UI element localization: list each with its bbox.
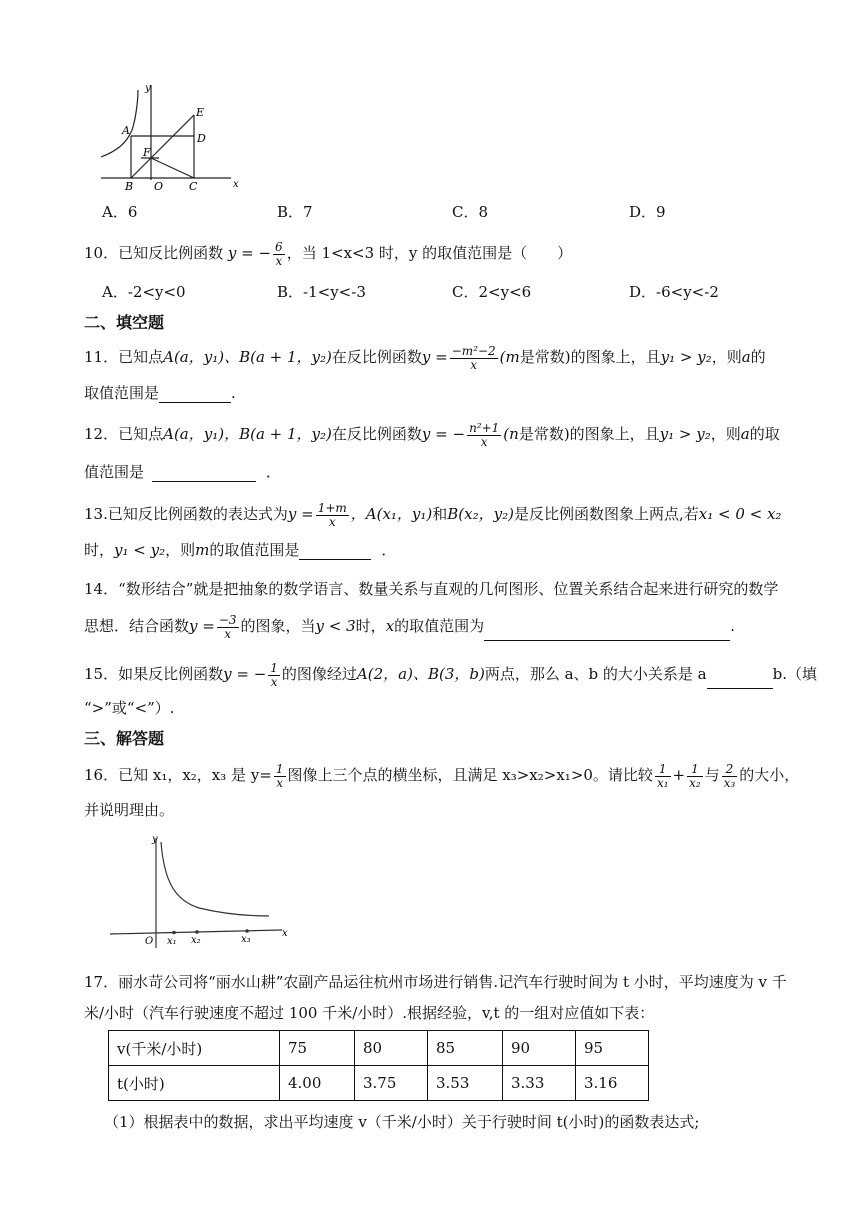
q13-line2c: 的取值范围是 bbox=[209, 541, 300, 559]
q16-expr3-num: 2 bbox=[722, 763, 738, 777]
q17-line1 bbox=[84, 972, 787, 992]
q16-point-x2 bbox=[195, 930, 199, 934]
q16-func-num: 1 bbox=[275, 761, 284, 776]
q11-p6: 的 bbox=[750, 348, 766, 366]
q12-number: 12． bbox=[84, 425, 119, 443]
q15-line1 bbox=[84, 660, 817, 689]
q9-label-x: x bbox=[233, 179, 239, 190]
q14-l2b: 的图象，当 bbox=[240, 617, 316, 635]
q13-func: y = bbox=[287, 505, 314, 523]
q14-number: 14． bbox=[84, 580, 119, 598]
q12-end: ． bbox=[266, 463, 282, 481]
q12-var: a bbox=[740, 425, 750, 443]
q12-p2: 在反比例函数 bbox=[331, 425, 422, 443]
section-answer-title: 三、解答题 bbox=[84, 729, 165, 748]
q15-func: y = − bbox=[223, 665, 267, 683]
q15-p2: 的图像经过 bbox=[281, 665, 357, 683]
q11-points: A(a，y₁)、B(a + 1，y₂) bbox=[163, 348, 332, 366]
q9-label-C: C bbox=[189, 180, 198, 193]
q16-label-x2: x₂ bbox=[191, 935, 201, 946]
q11-line1 bbox=[84, 343, 766, 372]
q16-expr3-den: x₃ bbox=[723, 775, 736, 790]
table-row bbox=[109, 1066, 649, 1101]
q9-label-y: y bbox=[145, 83, 151, 94]
q9-line-BE bbox=[131, 115, 194, 178]
q9-figure bbox=[96, 80, 246, 195]
q14-var: x bbox=[385, 617, 395, 635]
q10-stem bbox=[84, 240, 572, 268]
q9-label-A: A bbox=[122, 124, 130, 137]
q13-p2: 和 bbox=[432, 505, 448, 523]
q9-option-d: D．9 bbox=[629, 203, 666, 221]
q17-number: 17． bbox=[84, 973, 119, 991]
q9-curve bbox=[101, 90, 138, 157]
q11-p1: 已知点 bbox=[118, 348, 164, 366]
q17-line2: 米/小时（汽车行驶速度不超过 100 千米/小时）.根据经验，v,t 的一组对应值如下表： bbox=[84, 1004, 655, 1022]
q13-var: m bbox=[195, 541, 210, 559]
q16-point-x1 bbox=[172, 931, 176, 935]
q12-points: A(a，y₁)，B(a + 1，y₂) bbox=[163, 425, 332, 443]
q16-number: 16． bbox=[84, 766, 119, 784]
q13-line2a: 时， bbox=[84, 541, 115, 559]
table-cell: 3.53 bbox=[428, 1066, 503, 1101]
q9-label-B: B bbox=[125, 180, 134, 193]
q16-curve bbox=[161, 842, 269, 916]
q12-line2 bbox=[84, 462, 281, 482]
q13-line2b: ，则 bbox=[165, 541, 196, 559]
q14-l2c: 时， bbox=[355, 617, 386, 635]
section-fill-in-title: 二、填空题 bbox=[84, 313, 165, 332]
q12-fraction bbox=[467, 422, 501, 449]
q16-expr2-den: x₂ bbox=[689, 775, 701, 790]
q16-label-x1: x₁ bbox=[167, 936, 177, 947]
q9-label-E: E bbox=[196, 106, 205, 119]
q15-points: A(2，a)、B(3，b) bbox=[356, 665, 485, 683]
q13-p1: 已知反比例函数的表达式为 bbox=[107, 505, 288, 523]
q14-line1 bbox=[84, 579, 778, 599]
q16-p3: 与 bbox=[704, 766, 720, 784]
q14-fraction bbox=[217, 614, 239, 641]
q11-func: y = bbox=[421, 348, 448, 366]
q16-plus: + bbox=[672, 766, 686, 784]
q11-frac-den: x bbox=[470, 357, 478, 372]
q10-frac-den: x bbox=[275, 253, 283, 268]
q16-func-den: x bbox=[276, 775, 284, 790]
q14-cond: y < 3 bbox=[315, 617, 356, 635]
q14-l2a: 思想．结合函数 bbox=[84, 617, 190, 635]
q17-sub1: （1）根据表中的数据，求出平均速度 v（千米/小时）关于行驶时间 t(小时)的函数表达式; bbox=[104, 1113, 700, 1131]
q16-expr3 bbox=[722, 763, 738, 790]
q11-number: 11． bbox=[84, 348, 119, 366]
q16-line2: 并说明理由。 bbox=[84, 801, 175, 819]
q13-fraction bbox=[316, 502, 349, 529]
q9-label-O: O bbox=[154, 180, 164, 193]
q12-p3: (n bbox=[503, 425, 519, 443]
q11-end: . bbox=[231, 384, 236, 402]
q10-option-d: D．-6<y<-2 bbox=[629, 283, 719, 301]
q17-table bbox=[108, 1030, 649, 1101]
q16-expr1-num: 1 bbox=[655, 763, 671, 777]
q16-label-x3: x₃ bbox=[241, 934, 251, 945]
q13-line1 bbox=[84, 500, 781, 529]
q15-number: 15． bbox=[84, 665, 119, 683]
table-row bbox=[109, 1031, 649, 1066]
q15-answer-blank[interactable] bbox=[707, 672, 773, 689]
q11-p5: ，则 bbox=[711, 348, 742, 366]
q14-end: . bbox=[730, 617, 735, 635]
table-cell: 80 bbox=[355, 1031, 428, 1066]
q15-fraction bbox=[268, 662, 280, 689]
q12-p4: 是常数)的图象上，且 bbox=[518, 425, 660, 443]
q11-p2: 在反比例函数 bbox=[331, 348, 422, 366]
q9-label-D: D bbox=[197, 132, 206, 145]
q9-line-FC bbox=[151, 158, 194, 178]
q16-line1 bbox=[84, 760, 799, 790]
q16-label-y: y bbox=[152, 834, 158, 845]
q10-func: y = − bbox=[227, 244, 272, 262]
q10-option-a: A．-2<y<0 bbox=[102, 283, 186, 301]
q10-text2: ，当 1<x<3 时，y 的取值范围是（ ） bbox=[286, 244, 573, 262]
q16-p2: 图像上三个点的横坐标，且满足 x₃>x₂>x₁>0。请比较 bbox=[287, 766, 653, 784]
table-cell: 3.33 bbox=[503, 1066, 576, 1101]
q16-figure bbox=[104, 830, 294, 952]
q9-label-F: F bbox=[143, 146, 151, 159]
q10-frac-num: 6 bbox=[275, 239, 283, 254]
q13-p3: 是反比例函数图象上两点,若 bbox=[513, 505, 699, 523]
table-cell: 95 bbox=[576, 1031, 649, 1066]
table-cell: 75 bbox=[280, 1031, 355, 1066]
table-cell: v(千米/小时) bbox=[109, 1031, 280, 1066]
q16-expr2-num: 1 bbox=[687, 763, 703, 777]
q11-frac-num: −m²−2 bbox=[451, 343, 496, 358]
q14-answer-blank[interactable] bbox=[484, 624, 730, 641]
q16-label-O: O bbox=[145, 936, 154, 947]
q11-p3: (m bbox=[499, 348, 520, 366]
q10-option-b: B．-1<y<-3 bbox=[277, 283, 366, 301]
q12-frac-num: n²+1 bbox=[469, 420, 500, 435]
q16-p1: 已知 x₁，x₂，x₃ 是 y= bbox=[118, 766, 272, 784]
q12-answer-blank[interactable] bbox=[152, 465, 256, 482]
q12-line1 bbox=[84, 420, 780, 449]
table-cell: 3.75 bbox=[355, 1066, 428, 1101]
q13-cond: x₁ < 0 < x₂ bbox=[698, 505, 782, 523]
q11-line2 bbox=[84, 383, 236, 403]
table-cell: 3.16 bbox=[576, 1066, 649, 1101]
q14-func: y = bbox=[189, 617, 215, 635]
q15-p4: b.（填 bbox=[772, 665, 817, 683]
q16-expr1-den: x₁ bbox=[656, 775, 669, 790]
q14-line2 bbox=[84, 612, 735, 641]
q16-point-x3 bbox=[245, 929, 249, 933]
q13-frac-num: 1+m bbox=[317, 500, 347, 515]
table-cell: t(小时) bbox=[109, 1066, 280, 1101]
q14-line1-text: “数形结合”就是把抽象的数学语言、数量关系与直观的几何图形、位置关系结合起来进行研究的数学 bbox=[118, 580, 779, 598]
q14-frac-num: −3 bbox=[218, 612, 237, 627]
q14-l2d: 的取值范围为 bbox=[394, 617, 485, 635]
q13-answer-blank[interactable] bbox=[299, 543, 371, 560]
table-cell: 4.00 bbox=[280, 1066, 355, 1101]
q11-fraction bbox=[450, 345, 498, 372]
q13-point-b: B(x₂，y₂) bbox=[447, 505, 514, 523]
q13-line2 bbox=[84, 540, 396, 560]
q16-expr1 bbox=[655, 763, 671, 790]
q10-option-c: C．2<y<6 bbox=[452, 283, 532, 301]
q13-number: 13. bbox=[84, 505, 108, 523]
q9-option-a: A．6 bbox=[102, 203, 138, 221]
q11-var: a bbox=[741, 348, 751, 366]
q12-p6: 的取 bbox=[749, 425, 780, 443]
q12-p5: ，则 bbox=[710, 425, 741, 443]
q11-answer-blank[interactable] bbox=[159, 386, 231, 403]
q15-frac-den: x bbox=[270, 674, 278, 689]
q9-option-b: B．7 bbox=[277, 203, 313, 221]
q10-text1: 已知反比例函数 bbox=[118, 244, 224, 262]
q15-p1: 如果反比例函数 bbox=[118, 665, 224, 683]
q16-expr2 bbox=[687, 763, 703, 790]
q10-fraction bbox=[273, 241, 285, 268]
q16-label-x: x bbox=[282, 928, 288, 939]
q9-option-c: C．8 bbox=[452, 203, 489, 221]
q11-cond: y₁ > y₂ bbox=[660, 348, 712, 366]
table-cell: 90 bbox=[503, 1031, 576, 1066]
q12-frac-den: x bbox=[480, 434, 488, 449]
q17-line1-text: 丽水苛公司将“丽水山耕”农副产品运往杭州市场进行销售.记汽车行驶时间为 t 小时，平均速度为 v 千 bbox=[118, 973, 787, 991]
q11-line2-text: 取值范围是 bbox=[84, 384, 160, 402]
q12-cond: y₁ > y₂ bbox=[659, 425, 711, 443]
q13-point-a: ，A(x₁，y₁) bbox=[350, 505, 433, 523]
q13-cond2: y₁ < y₂ bbox=[114, 541, 166, 559]
q16-func-fraction bbox=[274, 763, 286, 790]
q16-p4: 的大小， bbox=[739, 766, 800, 784]
q15-frac-num: 1 bbox=[270, 660, 278, 675]
q13-frac-den: x bbox=[328, 514, 336, 529]
q14-frac-den: x bbox=[224, 626, 232, 641]
q15-p3: 两点，那么 a、b 的大小关系是 a bbox=[484, 665, 707, 683]
table-cell: 85 bbox=[428, 1031, 503, 1066]
q10-number: 10． bbox=[84, 244, 119, 262]
q13-end: ． bbox=[381, 541, 397, 559]
q12-func: y = − bbox=[421, 425, 466, 443]
q11-p4: 是常数)的图象上，且 bbox=[519, 348, 661, 366]
q12-line2-text: 值范围是 bbox=[84, 463, 145, 481]
q12-p1: 已知点 bbox=[118, 425, 164, 443]
q15-line2: “>”或“<”）. bbox=[84, 699, 175, 717]
